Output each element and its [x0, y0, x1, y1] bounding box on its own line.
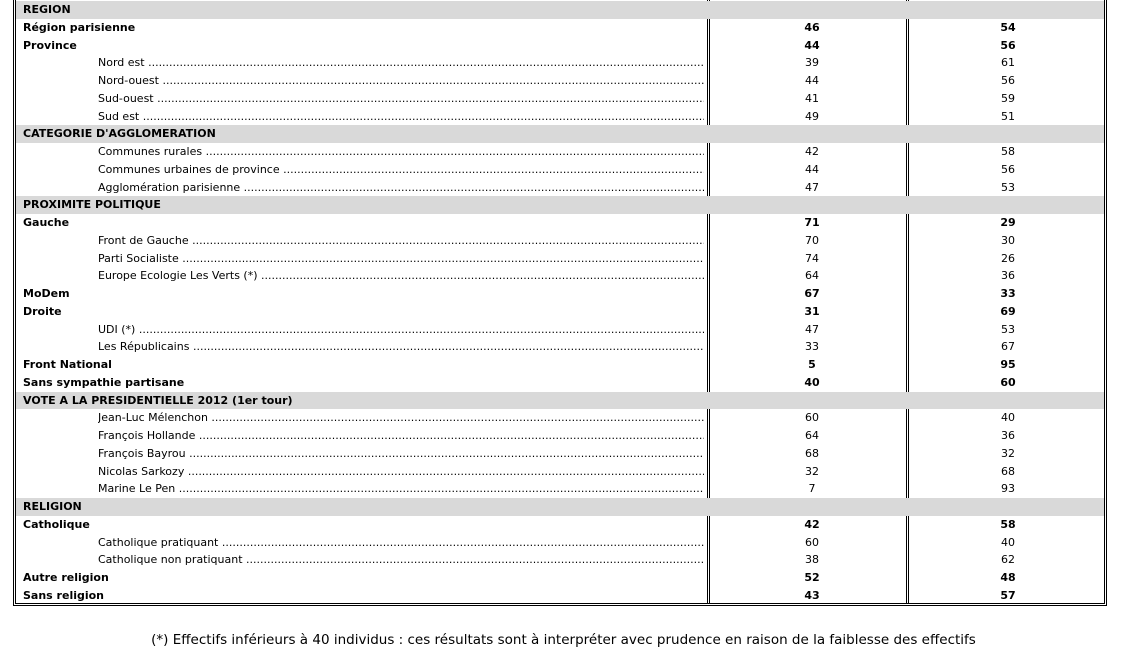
value-col-2: 57: [1000, 588, 1016, 602]
section-label: VOTE A LA PRESIDENTIELLE 2012 (1er tour): [23, 393, 293, 407]
value-col-1: 43: [804, 588, 820, 602]
section-label: REGION: [23, 3, 71, 16]
row-label: Communes rurales .....: [98, 143, 704, 161]
footnote: (*) Effectifs inférieurs à 40 individus : ces résultats sont à interpréter avec prudence en raison de la faiblesse des effectifs: [151, 632, 976, 648]
table-row: [16, 551, 1104, 569]
value-col-2: 33: [1000, 287, 1016, 300]
value-col-1: 64: [805, 269, 819, 283]
value-col-1: 71: [804, 216, 820, 229]
table-row: [16, 232, 1104, 250]
table-row: [16, 19, 1104, 37]
value-col-1: 60: [805, 411, 819, 425]
value-col-2: 51: [1001, 109, 1015, 123]
value-col-2: 36: [1001, 429, 1015, 442]
value-col-2: 59: [1001, 91, 1015, 105]
value-col-2: 40: [1001, 535, 1015, 549]
value-col-2: 30: [1001, 233, 1015, 247]
value-col-1: 47: [805, 180, 819, 194]
table-row: [16, 338, 1104, 356]
value-col-1: 39: [805, 56, 819, 70]
row-label: Parti Socialiste .....: [98, 250, 704, 268]
value-col-2: 56: [1000, 38, 1016, 52]
row-label: Jean-Luc Mélenchon .....: [98, 409, 704, 427]
row-label: François Bayrou .....: [98, 445, 704, 463]
table-row: [16, 179, 1104, 197]
value-col-1: 47: [805, 322, 819, 336]
value-col-2: 29: [1000, 216, 1016, 229]
value-col-1: 44: [805, 74, 819, 87]
table-row: [16, 161, 1104, 179]
section-header-row: [16, 196, 1104, 214]
section-header-row: [16, 498, 1104, 516]
value-col-2: 53: [1001, 180, 1015, 194]
value-col-1: 42: [804, 517, 820, 531]
value-col-2: 56: [1001, 74, 1015, 87]
row-label: Sans religion: [23, 588, 105, 602]
value-col-2: 67: [1001, 340, 1015, 354]
table-row: [16, 143, 1104, 161]
value-col-1: 52: [804, 571, 820, 584]
value-col-2: 26: [1001, 251, 1015, 265]
row-label: Droite: [23, 304, 62, 318]
value-col-1: 46: [804, 20, 820, 34]
value-col-2: 40: [1001, 411, 1015, 425]
table-row: [16, 108, 1104, 126]
value-col-1: 42: [805, 145, 819, 158]
value-col-1: 64: [805, 429, 819, 442]
row-label: Sans sympathie partisane: [23, 375, 185, 389]
row-label: Nord est .....: [98, 54, 704, 72]
row-label: Nord-ouest .....: [98, 72, 704, 90]
value-col-1: 70: [805, 233, 819, 247]
table-row: [16, 516, 1104, 534]
value-col-1: 67: [804, 287, 820, 300]
value-col-1: 40: [804, 375, 820, 389]
row-label: Front de Gauche .....: [98, 232, 704, 250]
section-header-row: [16, 125, 1104, 143]
value-col-1: 33: [805, 340, 819, 354]
row-label: Catholique: [23, 517, 90, 531]
value-col-2: 95: [1000, 358, 1016, 371]
table-row: [16, 54, 1104, 72]
value-col-2: 60: [1000, 375, 1016, 389]
value-col-1: 5: [808, 358, 816, 371]
value-col-2: 54: [1000, 20, 1016, 34]
section-label: RELIGION: [23, 500, 82, 513]
value-col-1: 44: [805, 162, 819, 176]
section-header-row: [16, 392, 1104, 410]
row-label: Marine Le Pen .....: [98, 480, 704, 498]
table-row: [16, 569, 1104, 587]
table-row: [16, 463, 1104, 481]
value-col-2: 58: [1000, 517, 1016, 531]
row-label: Front National: [23, 358, 112, 371]
results-table: [13, 0, 1107, 606]
table-row: [16, 356, 1104, 374]
row-label: UDI (*) .....: [98, 321, 704, 339]
table-row: [16, 267, 1104, 285]
value-col-1: 32: [805, 464, 819, 478]
value-col-1: 44: [804, 38, 820, 52]
table-row: [16, 374, 1104, 392]
value-col-2: 93: [1001, 482, 1015, 496]
table-row: [16, 250, 1104, 268]
value-col-1: 38: [805, 553, 819, 567]
value-col-1: 7: [808, 482, 816, 496]
table-row: [16, 72, 1104, 90]
table-row: [16, 90, 1104, 108]
table-row: [16, 427, 1104, 445]
table-row: [16, 321, 1104, 339]
table-row: [16, 214, 1104, 232]
value-col-2: 36: [1001, 269, 1015, 283]
table-row: [16, 37, 1104, 55]
table-row: [16, 409, 1104, 427]
row-label: Europe Ecologie Les Verts (*) .....: [98, 267, 704, 285]
value-col-1: 41: [805, 91, 819, 105]
value-col-1: 49: [805, 109, 819, 123]
table-row: [16, 480, 1104, 498]
section-label: CATEGORIE D'AGGLOMERATION: [23, 127, 216, 141]
row-label: Région parisienne: [23, 20, 136, 34]
row-label: François Hollande .....: [98, 427, 704, 445]
row-label: Gauche: [23, 216, 70, 229]
section-label: PROXIMITE POLITIQUE: [23, 198, 161, 212]
row-label: Communes urbaines de province .....: [98, 161, 704, 179]
row-label: Les Républicains .....: [98, 338, 704, 356]
value-col-2: 58: [1001, 145, 1015, 158]
value-col-1: 60: [805, 535, 819, 549]
value-col-2: 48: [1000, 571, 1016, 584]
row-label: Agglomération parisienne .....: [98, 179, 704, 197]
row-label: Autre religion: [23, 571, 109, 584]
value-col-2: 68: [1001, 464, 1015, 478]
row-label: Sud-ouest .....: [98, 90, 704, 108]
row-label: Catholique pratiquant .....: [98, 534, 704, 552]
value-col-1: 68: [805, 446, 819, 460]
value-col-1: 74: [805, 251, 819, 265]
row-label: Sud est .....: [98, 108, 704, 126]
table-row: [16, 303, 1104, 321]
value-col-2: 53: [1001, 322, 1015, 336]
section-header-row: [16, 1, 1104, 19]
value-col-1: 31: [804, 304, 820, 318]
table-row: [16, 587, 1104, 605]
value-col-2: 56: [1001, 162, 1015, 176]
value-col-2: 61: [1001, 56, 1015, 70]
row-label: Province: [23, 38, 77, 52]
row-label: Nicolas Sarkozy .....: [98, 463, 704, 481]
value-col-2: 32: [1001, 446, 1015, 460]
value-col-2: 69: [1000, 304, 1016, 318]
table-row: [16, 445, 1104, 463]
table-row: [16, 534, 1104, 552]
value-col-2: 62: [1001, 553, 1015, 567]
table-row: [16, 285, 1104, 303]
row-label: MoDem: [23, 287, 70, 300]
row-label: Catholique non pratiquant .....: [98, 551, 704, 569]
